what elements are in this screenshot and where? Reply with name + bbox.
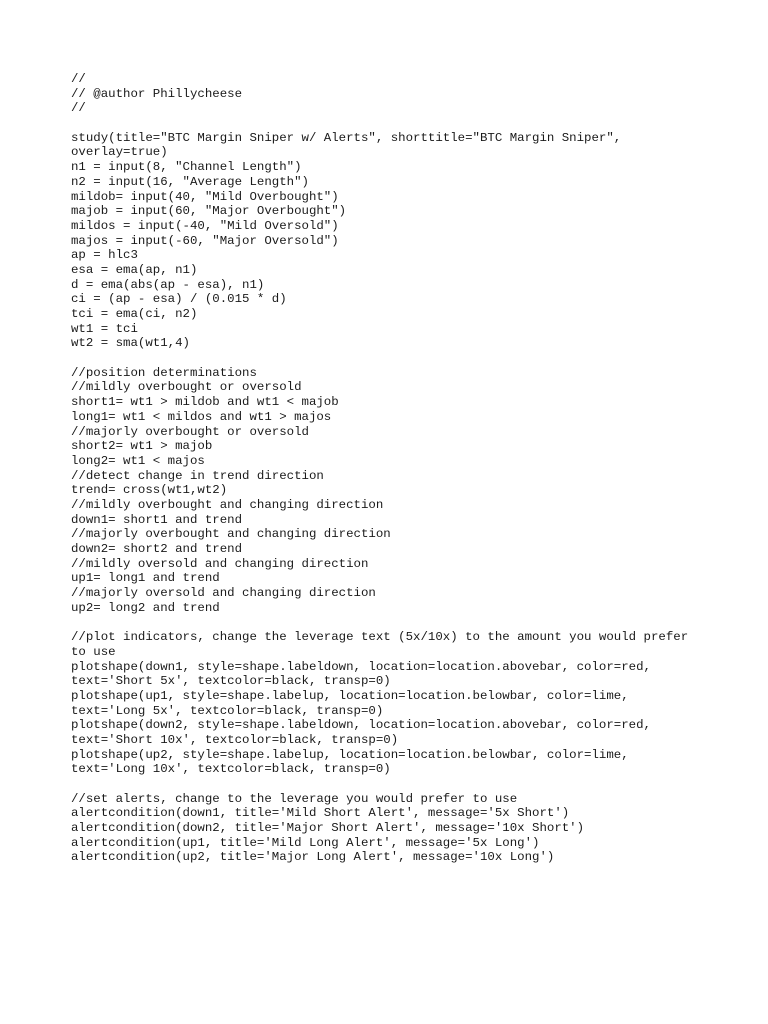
code-line: //detect change in trend direction bbox=[71, 468, 324, 483]
alerts-block bbox=[71, 792, 711, 865]
code-line: majob = input(60, "Major Overbought") bbox=[71, 204, 347, 219]
code-line: alertcondition(up1, title='Mild Long Alert', message='5x Long') bbox=[71, 835, 540, 850]
code-line: //plot indicators, change the leverage text (5x/10x) to the amount you would prefer bbox=[71, 630, 689, 645]
code-line: //mildly oversold and changing direction bbox=[71, 556, 369, 571]
blank-line bbox=[71, 615, 711, 630]
header-block bbox=[71, 72, 711, 116]
code-line: //mildly overbought or oversold bbox=[71, 380, 302, 395]
code-line: down1= short1 and trend bbox=[71, 512, 243, 527]
author-line: // @author Phillycheese bbox=[71, 86, 243, 101]
code-line: trend= cross(wt1,wt2) bbox=[71, 483, 228, 498]
code-line: text='Short 5x', textcolor=black, transp=0) bbox=[71, 674, 391, 689]
code-line: text='Short 10x', textcolor=black, transp=0) bbox=[71, 732, 399, 747]
code-line: study(title="BTC Margin Sniper w/ Alerts", shorttitle="BTC Margin Sniper", bbox=[71, 130, 622, 145]
code-line: majos = input(-60, "Major Oversold") bbox=[71, 233, 339, 248]
code-line: text='Long 5x', textcolor=black, transp=0) bbox=[71, 703, 384, 718]
code-line: tci = ema(ci, n2) bbox=[71, 307, 198, 321]
code-line: ap = hlc3 bbox=[71, 248, 138, 263]
code-line: d = ema(abs(ap - esa), n1) bbox=[71, 277, 265, 292]
code-line: alertcondition(down2, title='Major Short Alert', message='10x Short') bbox=[71, 821, 585, 836]
code-line: plotshape(down1, style=shape.labeldown, location=location.abovebar, color=red, bbox=[71, 659, 651, 674]
code-line: plotshape(up2, style=shape.labelup, location=location.belowbar, color=lime, bbox=[71, 747, 629, 762]
code-line: wt1 = tci bbox=[71, 321, 138, 336]
plots-block bbox=[71, 630, 711, 777]
code-line: up2= long2 and trend bbox=[71, 600, 220, 615]
code-line: //mildly overbought and changing direction bbox=[71, 497, 384, 512]
code-line: short2= wt1 > majob bbox=[71, 439, 213, 454]
code-line: // bbox=[71, 72, 86, 86]
code-line: n2 = input(16, "Average Length") bbox=[71, 174, 309, 189]
code-line: esa = ema(ap, n1) bbox=[71, 262, 198, 277]
blank-line bbox=[71, 116, 711, 131]
code-line: long1= wt1 < mildos and wt1 > majos bbox=[71, 409, 332, 424]
code-line: plotshape(up1, style=shape.labelup, location=location.belowbar, color=lime, bbox=[71, 688, 629, 703]
code-line: n1 = input(8, "Channel Length") bbox=[71, 160, 302, 175]
code-line: alertcondition(down1, title='Mild Short Alert', message='5x Short') bbox=[71, 806, 570, 821]
code-line: up1= long1 and trend bbox=[71, 571, 220, 586]
setup-block bbox=[71, 131, 711, 351]
code-line: mildos = input(-40, "Mild Oversold") bbox=[71, 218, 339, 233]
code-line: mildob= input(40, "Mild Overbought") bbox=[71, 189, 339, 204]
code-line: //position determinations bbox=[71, 365, 257, 380]
code-line: //set alerts, change to the leverage you would prefer to use bbox=[71, 791, 518, 806]
code-line: text='Long 10x', textcolor=black, transp=0) bbox=[71, 762, 391, 777]
code-line: down2= short2 and trend bbox=[71, 542, 243, 556]
code-line: // bbox=[71, 101, 86, 116]
code-line: //majorly overbought and changing direction bbox=[71, 527, 391, 542]
blank-line bbox=[71, 351, 711, 366]
code-line: alertcondition(up2, title='Major Long Alert', message='10x Long') bbox=[71, 850, 555, 865]
code-line: overlay=true) bbox=[71, 145, 168, 160]
blank-line bbox=[71, 777, 711, 792]
code-line: short1= wt1 > mildob and wt1 < majob bbox=[71, 395, 339, 410]
code-line: to use bbox=[71, 644, 116, 659]
code-line: wt2 = sma(wt1,4) bbox=[71, 336, 190, 351]
positions-block bbox=[71, 366, 711, 616]
code-line: plotshape(down2, style=shape.labeldown, location=location.abovebar, color=red, bbox=[71, 718, 651, 733]
code-line: ci = (ap - esa) / (0.015 * d) bbox=[71, 292, 287, 307]
code-line: //majorly overbought or oversold bbox=[71, 424, 309, 439]
document-page bbox=[71, 72, 711, 865]
code-line: //majorly oversold and changing direction bbox=[71, 586, 376, 601]
code-line: long2= wt1 < majos bbox=[71, 453, 205, 468]
